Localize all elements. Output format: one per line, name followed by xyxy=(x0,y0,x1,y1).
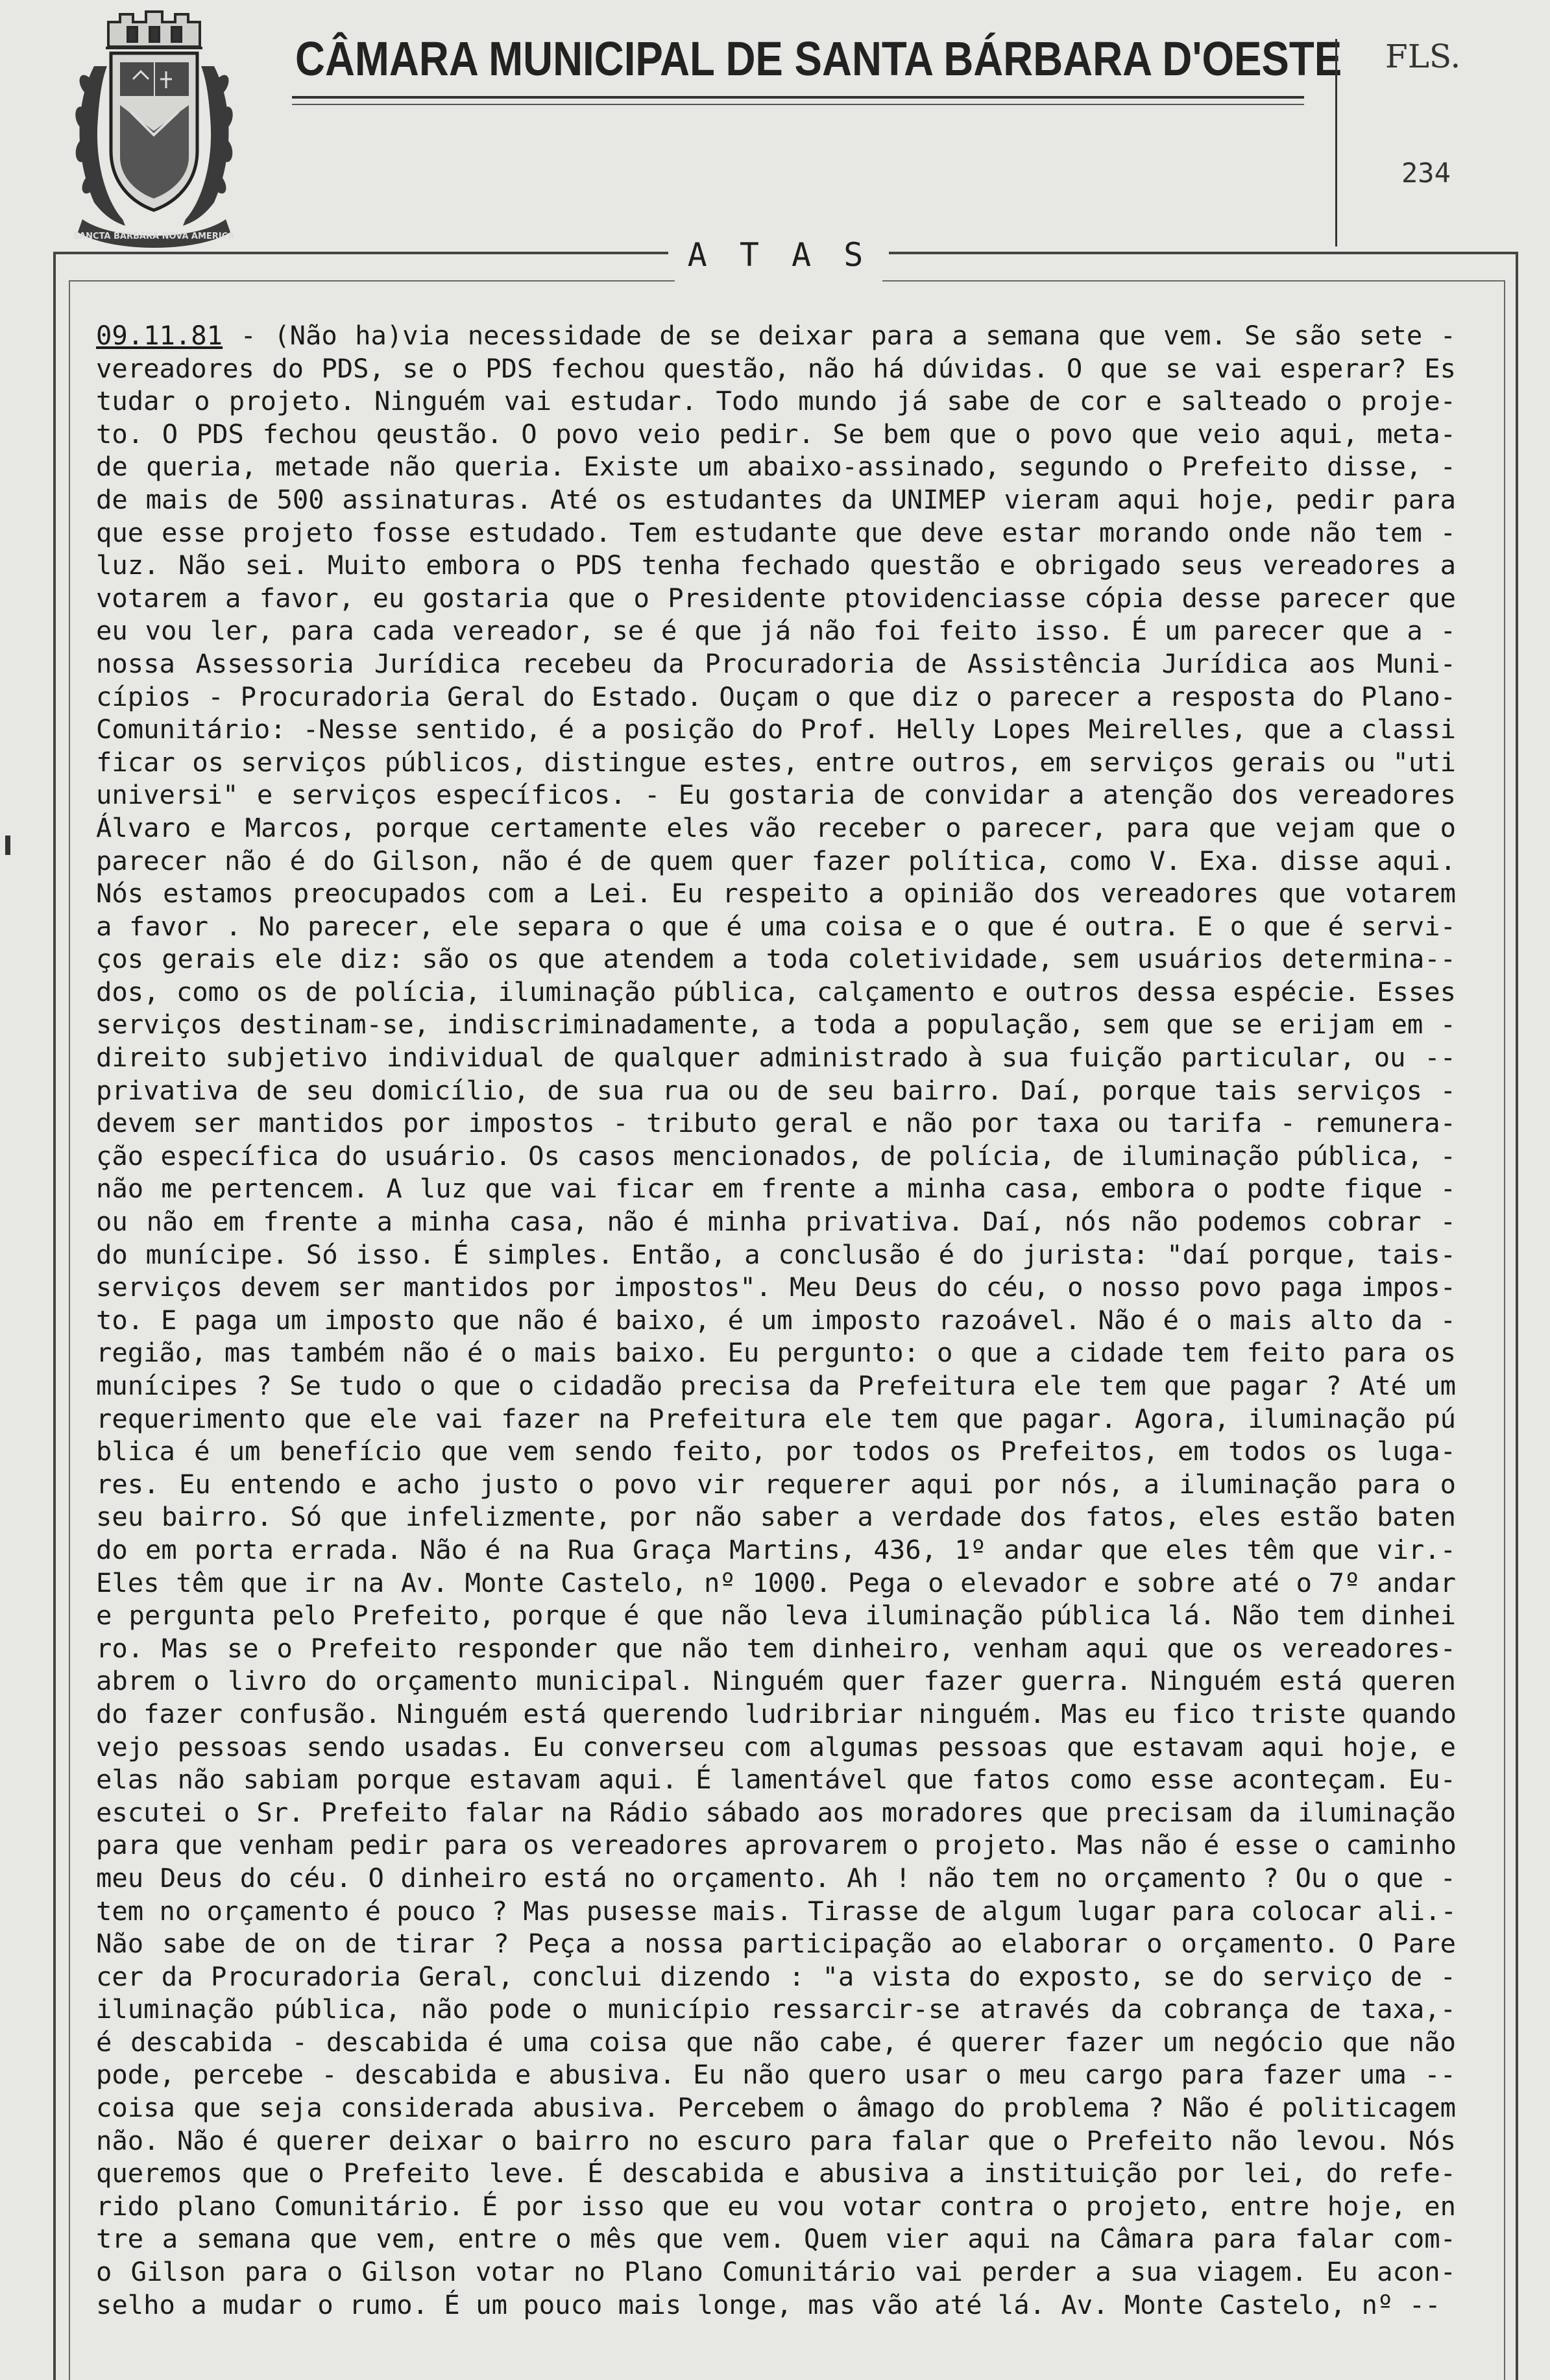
motto-ribbon xyxy=(73,219,235,248)
minutes-line: elas não sabiam porque estavam aqui. É lamentável que fatos como esse aconteçam. Eu- xyxy=(96,1764,1456,1796)
minutes-line: de queria, metade não queria. Existe um abaixo-assinado, segundo o Prefeito disse, - xyxy=(96,451,1456,483)
minutes-line: seu bairro. Só que infelizmente, por não saber a verdade dos fatos, eles estão baten xyxy=(96,1501,1456,1533)
minutes-line: dos, como os de polícia, iluminação pública, calçamento e outros dessa espécie. Esses xyxy=(96,976,1456,1007)
minutes-line: tudar o projeto. Ninguém vai estudar. Todo mundo já sabe de cor e salteado o proje- xyxy=(96,385,1456,417)
minutes-line: parecer não é do Gilson, não é de quem quer fazer política, como V. Exa. disse aqui. xyxy=(96,845,1456,876)
folio-divider xyxy=(1335,39,1337,246)
minutes-line: escutei o Sr. Prefeito falar na Rádio sábado aos moradores que precisam da iluminação xyxy=(96,1796,1456,1828)
minutes-line: que esse projeto fosse estudado. Tem estudante que deve estar morando onde não tem - xyxy=(96,516,1456,548)
minutes-line xyxy=(96,319,1456,352)
minutes-line: é descabida - descabida é uma coisa que não cabe, é querer fazer um negócio que não xyxy=(96,2026,1456,2058)
minutes-line: do munícipe. Só isso. É simples. Então, a conclusão é do jurista: "daí porque, tais- xyxy=(96,1238,1456,1270)
title-rule-thin xyxy=(292,104,1304,105)
municipal-coat-of-arms xyxy=(68,8,240,248)
minutes-line: universi" e serviços específicos. - Eu gostaria de convidar a atenção dos vereadores xyxy=(96,779,1456,811)
shield-icon xyxy=(111,53,197,210)
minutes-line: luz. Não sei. Muito embora o PDS tenha fechado questão e obrigado seus vereadores a xyxy=(96,549,1456,581)
minutes-line: não me pertencem. A luz que vai ficar em frente a minha casa, embora o podte fique - xyxy=(96,1173,1456,1205)
minutes-line: Não sabe de on de tirar ? Peça a nossa participação ao elaborar o orçamento. O Pare xyxy=(96,1928,1456,1960)
minutes-line: a favor . No parecer, ele separa o que é uma coisa e o que é outra. E o que é servi- xyxy=(96,910,1456,942)
minutes-line: cer da Procuradoria Geral, conclui dizendo : "a vista do exposto, se do serviço de - xyxy=(96,1960,1456,1992)
minutes-line: iluminação pública, não pode o município ressarcir-se através da cobrança de taxa,- xyxy=(96,1993,1456,2025)
minutes-line: ro. Mas se o Prefeito responder que não tem dinheiro, venham aqui que os vereadores- xyxy=(96,1632,1456,1664)
minutes-line: região, mas também não é o mais baixo. Eu pergunto: o que a cidade tem feito para os xyxy=(96,1337,1456,1369)
minutes-line: res. Eu entendo e acho justo o povo vir requerer aqui por nós, a iluminação para o xyxy=(96,1468,1456,1500)
minutes-line: cípios - Procuradoria Geral do Estado. Ouçam o que diz o parecer a resposta do Plano- xyxy=(96,680,1456,712)
minutes-line: não. Não é querer deixar o bairro no escuro para falar que o Prefeito não levou. Nós xyxy=(96,2124,1456,2156)
minutes-line: devem ser mantidos por impostos - tributo geral e não por taxa ou tarifa - remunera- xyxy=(96,1107,1456,1139)
minutes-line: serviços devem ser mantidos por impostos". Meu Deus do céu, o nosso povo paga impos- xyxy=(96,1271,1456,1303)
minutes-date: 09.11.81 xyxy=(96,320,223,351)
minutes-line: de mais de 500 assinaturas. Até os estudantes da UNIMEP vieram aqui hoje, pedir para xyxy=(96,483,1456,515)
minutes-line: to. O PDS fechou qeustão. O povo veio pedir. Se bem que o povo que veio aqui, meta- xyxy=(96,418,1456,450)
minutes-line: blica é um benefício que vem sendo feito, por todos os Prefeitos, em todos os luga- xyxy=(96,1436,1456,1467)
minutes-line: votarem a favor, eu gostaria que o Presidente ptovidenciasse cópia desse parecer que xyxy=(96,582,1456,614)
minutes-line: selho a mudar o rumo. É um pouco mais longe, mas vão até lá. Av. Monte Castelo, nº -- xyxy=(96,2289,1441,2320)
minutes-line: to. E paga um imposto que não é baixo, é um imposto razoável. Não é o mais alto da - xyxy=(96,1304,1456,1336)
council-title: CÂMARA MUNICIPAL DE SANTA BÁRBARA D'OESTE xyxy=(295,32,1342,86)
minutes-line: do fazer confusão. Ninguém está querendo ludribriar ninguém. Mas eu fico triste quando xyxy=(96,1698,1457,1729)
minutes-line: munícipes ? Se tudo o que o cidadão precisa da Prefeitura ele tem que pagar ? Até um xyxy=(96,1370,1456,1401)
minutes-line: Comunitário: -Nesse sentido, é a posição do Prof. Helly Lopes Meirelles, que a classi xyxy=(96,714,1456,745)
minutes-line: eu vou ler, para cada vereador, se é que já não foi feito isso. É um parecer que a - xyxy=(96,615,1456,647)
minutes-line: rido plano Comunitário. É por isso que eu vou votar contra o projeto, entre hoje, en xyxy=(96,2190,1456,2222)
minutes-line: ção específica do usuário. Os casos mencionados, de polícia, de iluminação pública, - xyxy=(96,1140,1456,1172)
page-number: 234 xyxy=(1401,157,1451,189)
margin-mark xyxy=(5,835,10,855)
minutes-line: queremos que o Prefeito leve. É descabida e abusiva a instituição por lei, do refe- xyxy=(96,2158,1456,2189)
minutes-line: serviços destinam-se, indiscriminadamente, a toda a população, sem que se erijam em - xyxy=(96,1009,1456,1040)
minutes-line: ficar os serviços públicos, distingue estes, entre outros, em serviços gerais ou "uti xyxy=(96,746,1456,778)
minutes-line: ços gerais ele diz: são os que atendem a toda coletividade, sem usuários determina-- xyxy=(96,943,1456,975)
minutes-body xyxy=(96,319,1456,2321)
title-rule xyxy=(292,96,1304,99)
minutes-line: Álvaro e Marcos, porque certamente eles vão receber o parecer, para que vejam que o xyxy=(96,811,1456,843)
mural-crown-icon xyxy=(106,12,202,48)
minutes-line: para que venham pedir para os vereadores aprovarem o projeto. Mas não é esse o caminho xyxy=(96,1829,1457,1861)
minutes-line: meu Deus do céu. O dinheiro está no orçamento. Ah ! não tem no orçamento ? Ou o que - xyxy=(96,1862,1456,1893)
minutes-line: Eles têm que ir na Av. Monte Castelo, nº 1000. Pega o elevador e sobre até o 7º andar xyxy=(96,1567,1456,1598)
minutes-line: abrem o livro do orçamento municipal. Ninguém quer fazer guerra. Ninguém está queren xyxy=(96,1665,1456,1697)
minutes-line: o Gilson para o Gilson votar no Plano Comunitário vai perder a sua viagem. Eu acon- xyxy=(96,2256,1456,2288)
minutes-line: vereadores do PDS, se o PDS fechou questão, não há dúvidas. O que se vai esperar? Es xyxy=(96,352,1456,384)
minutes-line: do em porta errada. Não é na Rua Graça Martins, 436, 1º andar que eles têm que vir.- xyxy=(96,1533,1456,1565)
minutes-line-text: - (Não ha)via necessidade de se deixar para a semana que vem. Se são sete - xyxy=(223,320,1456,351)
minutes-line: pode, percebe - descabida e abusiva. Eu não quero usar o meu cargo para fazer uma -- xyxy=(96,2059,1456,2091)
section-title: A T A S xyxy=(668,236,889,274)
minutes-line: privativa de seu domicílio, de sua rua ou de seu bairro. Daí, porque tais serviços - xyxy=(96,1074,1456,1106)
minutes-line: tre a semana que vem, entre o mês que vem. Quem vier aqui na Câmara para falar com- xyxy=(96,2223,1456,2255)
minutes-line: vejo pessoas sendo usadas. Eu converseu com algumas pessoas que estavam aqui hoje, e xyxy=(96,1731,1456,1762)
minutes-line: ou não em frente a minha casa, não é minha privativa. Daí, nós não podemos cobrar - xyxy=(96,1206,1456,1238)
minutes-line: tem no orçamento é pouco ? Mas pusesse mais. Tirasse de algum lugar para colocar ali.- xyxy=(96,1895,1457,1927)
minutes-line: nossa Assessoria Jurídica recebeu da Procuradoria de Assistência Jurídica aos Muni- xyxy=(96,647,1456,679)
folio-label: FLS. xyxy=(1385,38,1461,75)
minutes-line: e pergunta pelo Prefeito, porque é que não leva iluminação pública lá. Não tem dinhei xyxy=(96,1600,1456,1631)
minutes-line: coisa que seja considerada abusiva. Percebem o âmago do problema ? Não é politicagem xyxy=(96,2092,1456,2124)
minutes-line: direito subjetivo individual de qualquer administrado à sua fuição particular, ou -- xyxy=(96,1042,1456,1074)
minutes-line: requerimento que ele vai fazer na Prefeitura ele tem que pagar. Agora, iluminação pú xyxy=(96,1402,1456,1434)
minutes-line: Nós estamos preocupados com a Lei. Eu respeito a opinião dos vereadores que votarem xyxy=(96,878,1456,909)
seal-motto: SANCTA BARBARA NOVA AMERICA xyxy=(73,232,235,241)
